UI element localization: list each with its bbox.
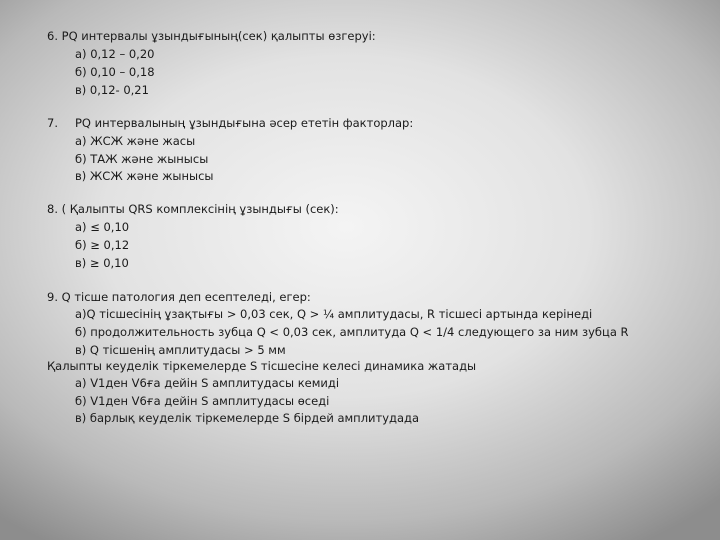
q9-option-c: в) Q тісшенің амплитудасы > 5 мм	[75, 343, 286, 357]
q6-option-c: в) 0,12- 0,21	[75, 83, 149, 97]
q7-number: 7.	[47, 116, 58, 130]
q7-title: PQ интервалының ұзындығына әсер ететін факторлар:	[75, 116, 414, 130]
q6-title: 6. PQ интервалы ұзындығының(сек) қалыпты өзгеруі:	[47, 29, 376, 43]
q6-option-b: б) 0,10 – 0,18	[75, 65, 155, 79]
q6-option-a: а) 0,12 – 0,20	[75, 47, 155, 61]
q8-option-a: а) ≤ 0,10	[75, 220, 130, 234]
q10-option-a: а) V1ден V6ға дейін S амплитудасы кемиді	[75, 376, 340, 390]
q7-option-c: в) ЖСЖ және жынысы	[75, 169, 214, 183]
q7-option-a: а) ЖСЖ және жасы	[75, 134, 196, 148]
q10-option-c: в) барлық кеуделік тіркемелерде S бірдей амплитудада	[75, 411, 420, 425]
q7-option-b: б) ТАЖ және жынысы	[75, 152, 209, 166]
q8-option-b: б) ≥ 0,12	[75, 238, 130, 252]
q8-title: 8. ( Қалыпты QRS комплексінің ұзындығы (сек):	[47, 202, 339, 216]
q9-option-a: а)Q тісшесінің ұзақтығы > 0,03 сек, Q > ¼ амплитудасы, R тісшесі артында керінеді	[75, 307, 593, 321]
q9-option-b: б) продолжительность зубца Q < 0,03 сек, амплитуда Q < 1/4 следующего за ним зубца R	[75, 325, 629, 339]
q9-title: 9. Q тісше патология деп есептеледі, егер:	[47, 290, 311, 304]
q10-option-b: б) V1ден V6ға дейін S амплитудасы өседі	[75, 394, 330, 408]
q10-title: Қалыпты кеуделік тіркемелерде S тісшесіне келесі динамика жатады	[47, 359, 477, 373]
q8-option-c: в) ≥ 0,10	[75, 256, 129, 270]
